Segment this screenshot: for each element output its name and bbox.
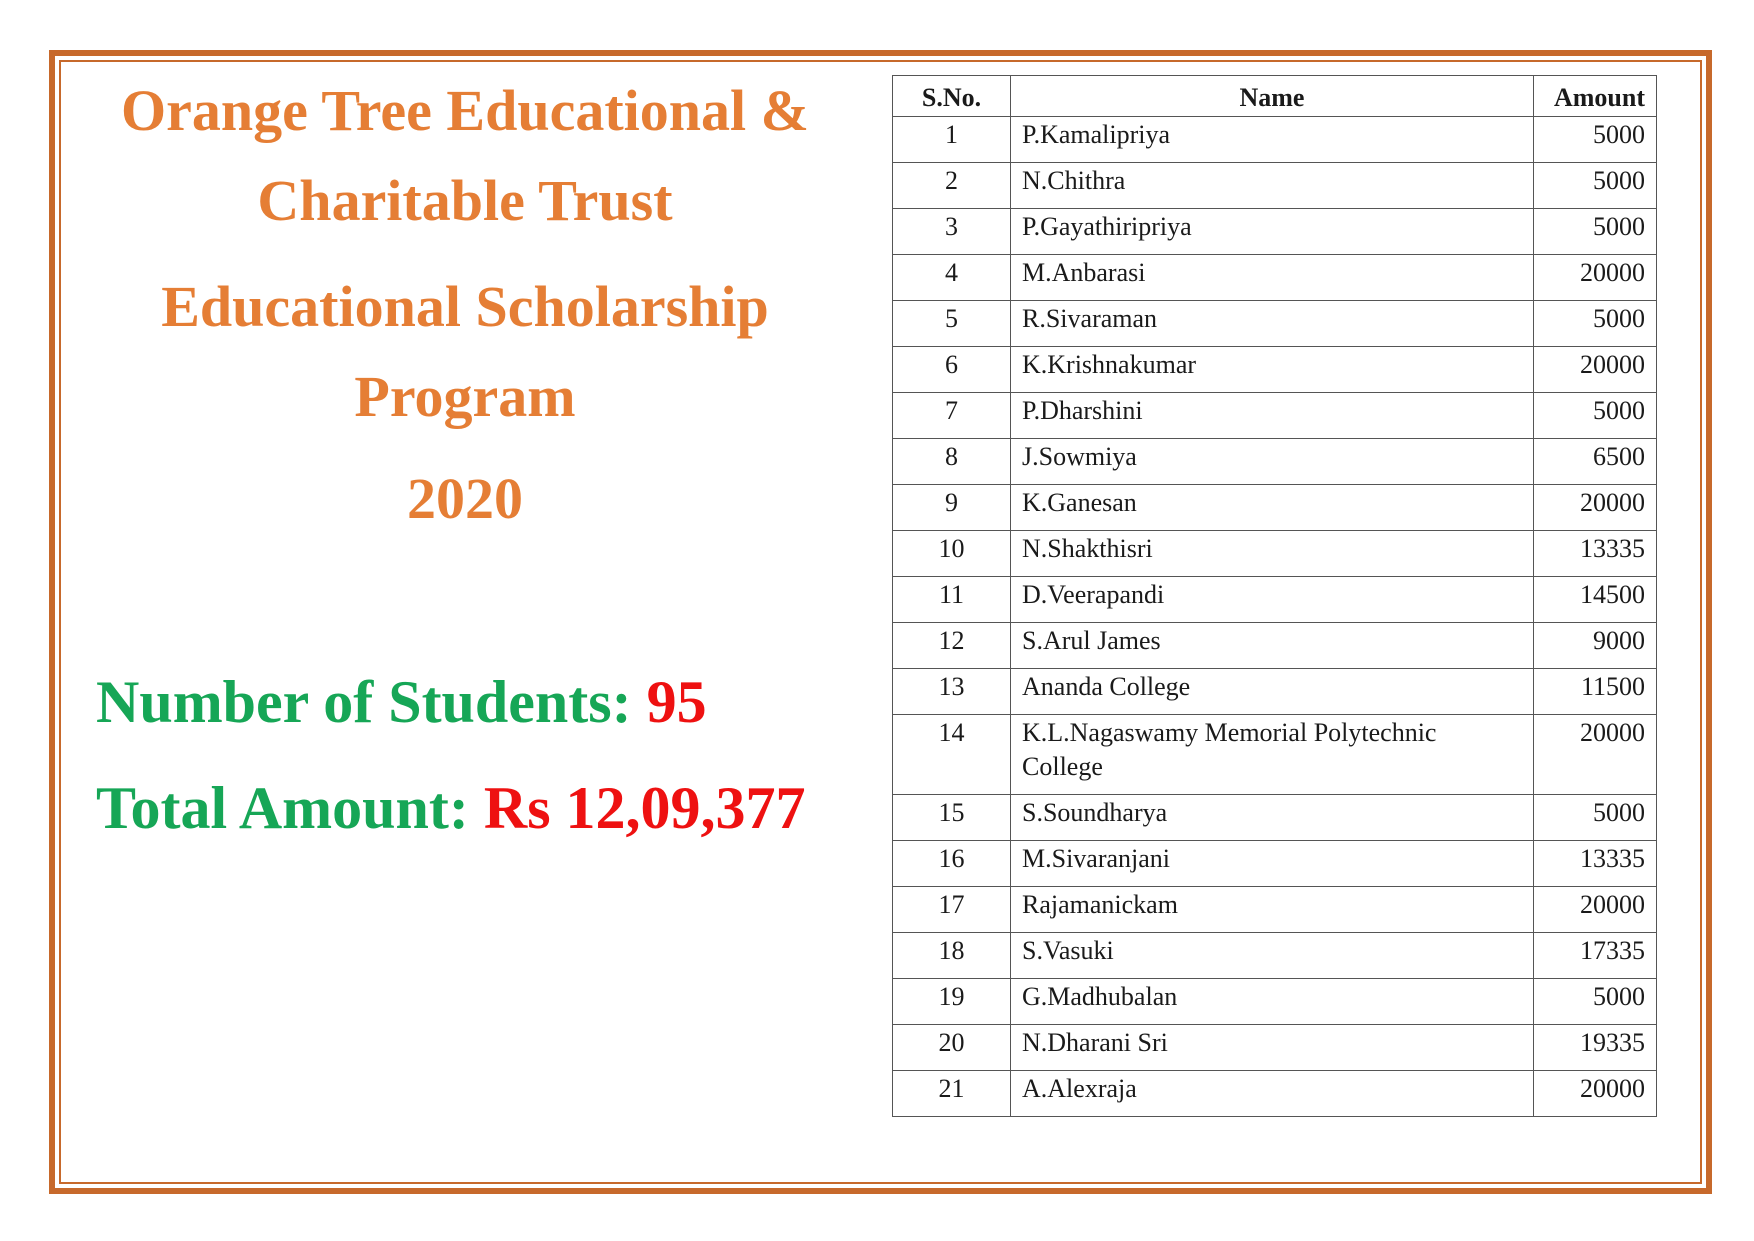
table-row [893,669,1657,715]
cell-name: A.Alexraja [1011,1071,1534,1117]
cell-sno: 9 [893,485,1011,531]
cell-name: J.Sowmiya [1011,439,1534,485]
table-row [893,1025,1657,1071]
title-line-2: Charitable Trust [257,168,673,233]
cell-sno: 7 [893,393,1011,439]
cell-amount: 5000 [1534,117,1657,163]
table-row [893,485,1657,531]
cell-amount: 5000 [1534,209,1657,255]
cell-sno: 14 [893,715,1011,795]
cell-amount: 20000 [1534,347,1657,393]
cell-amount: 5000 [1534,795,1657,841]
cell-amount: 5000 [1534,393,1657,439]
title-line-4: Program [354,364,576,429]
cell-name: M.Sivaranjani [1011,841,1534,887]
cell-sno: 18 [893,933,1011,979]
cell-sno: 5 [893,301,1011,347]
table-row [893,255,1657,301]
students-stat [96,669,707,735]
cell-name: P.Dharshini [1011,393,1534,439]
scholarship-table [892,75,1657,1117]
cell-name: P.Gayathiripriya [1011,209,1534,255]
students-label: Number of Students: [96,669,632,735]
cell-name: K.Krishnakumar [1011,347,1534,393]
cell-amount: 5000 [1534,301,1657,347]
cell-sno: 2 [893,163,1011,209]
cell-amount: 5000 [1534,979,1657,1025]
students-value: 95 [646,669,707,735]
header-sno: S.No. [893,76,1011,117]
cell-sno: 19 [893,979,1011,1025]
cell-name: D.Veerapandi [1011,577,1534,623]
cell-name: Rajamanickam [1011,887,1534,933]
cell-amount: 20000 [1534,485,1657,531]
cell-sno: 13 [893,669,1011,715]
amount-label: Total Amount: [96,775,469,841]
cell-sno: 20 [893,1025,1011,1071]
table-row [893,841,1657,887]
cell-name: K.Ganesan [1011,485,1534,531]
table-row [893,209,1657,255]
table-row [893,393,1657,439]
cell-sno: 12 [893,623,1011,669]
table-row [893,933,1657,979]
title-line-1: Orange Tree Educational & [121,78,809,143]
cell-sno: 1 [893,117,1011,163]
title-year: 2020 [407,466,523,531]
table-row [893,795,1657,841]
cell-name: S.Arul James [1011,623,1534,669]
table-row [893,623,1657,669]
cell-amount: 20000 [1534,887,1657,933]
table-row [893,163,1657,209]
cell-name: P.Kamalipriya [1011,117,1534,163]
cell-sno: 16 [893,841,1011,887]
cell-amount: 20000 [1534,1071,1657,1117]
cell-name: G.Madhubalan [1011,979,1534,1025]
table-row [893,887,1657,933]
cell-amount: 20000 [1534,715,1657,795]
table-row [893,439,1657,485]
cell-amount: 19335 [1534,1025,1657,1071]
cell-name: S.Vasuki [1011,933,1534,979]
header-amount: Amount [1534,76,1657,117]
cell-amount: 9000 [1534,623,1657,669]
cell-amount: 11500 [1534,669,1657,715]
table-row [893,347,1657,393]
header-name: Name [1011,76,1534,117]
cell-name: R.Sivaraman [1011,301,1534,347]
amount-value: Rs 12,09,377 [483,775,806,841]
title-panel [70,60,860,1160]
cell-name: K.L.Nagaswamy Memorial Polytechnic College [1011,715,1534,795]
cell-name: N.Shakthisri [1011,531,1534,577]
cell-amount: 14500 [1534,577,1657,623]
cell-amount: 20000 [1534,255,1657,301]
table-row [893,531,1657,577]
cell-sno: 8 [893,439,1011,485]
table-header-row [893,76,1657,117]
table-row [893,117,1657,163]
cell-sno: 4 [893,255,1011,301]
cell-sno: 21 [893,1071,1011,1117]
title-line-3: Educational Scholarship [161,274,769,339]
cell-sno: 15 [893,795,1011,841]
cell-name: N.Chithra [1011,163,1534,209]
table-row [893,577,1657,623]
table-row [893,1071,1657,1117]
amount-stat [96,775,806,841]
cell-sno: 3 [893,209,1011,255]
table-row [893,301,1657,347]
cell-sno: 11 [893,577,1011,623]
cell-sno: 6 [893,347,1011,393]
table-row [893,715,1657,795]
cell-sno: 10 [893,531,1011,577]
cell-amount: 17335 [1534,933,1657,979]
cell-amount: 5000 [1534,163,1657,209]
table-body [893,117,1657,1117]
cell-amount: 13335 [1534,531,1657,577]
cell-name: S.Soundharya [1011,795,1534,841]
cell-sno: 17 [893,887,1011,933]
cell-name: N.Dharani Sri [1011,1025,1534,1071]
cell-amount: 13335 [1534,841,1657,887]
cell-amount: 6500 [1534,439,1657,485]
cell-name: M.Anbarasi [1011,255,1534,301]
table-row [893,979,1657,1025]
cell-name: Ananda College [1011,669,1534,715]
